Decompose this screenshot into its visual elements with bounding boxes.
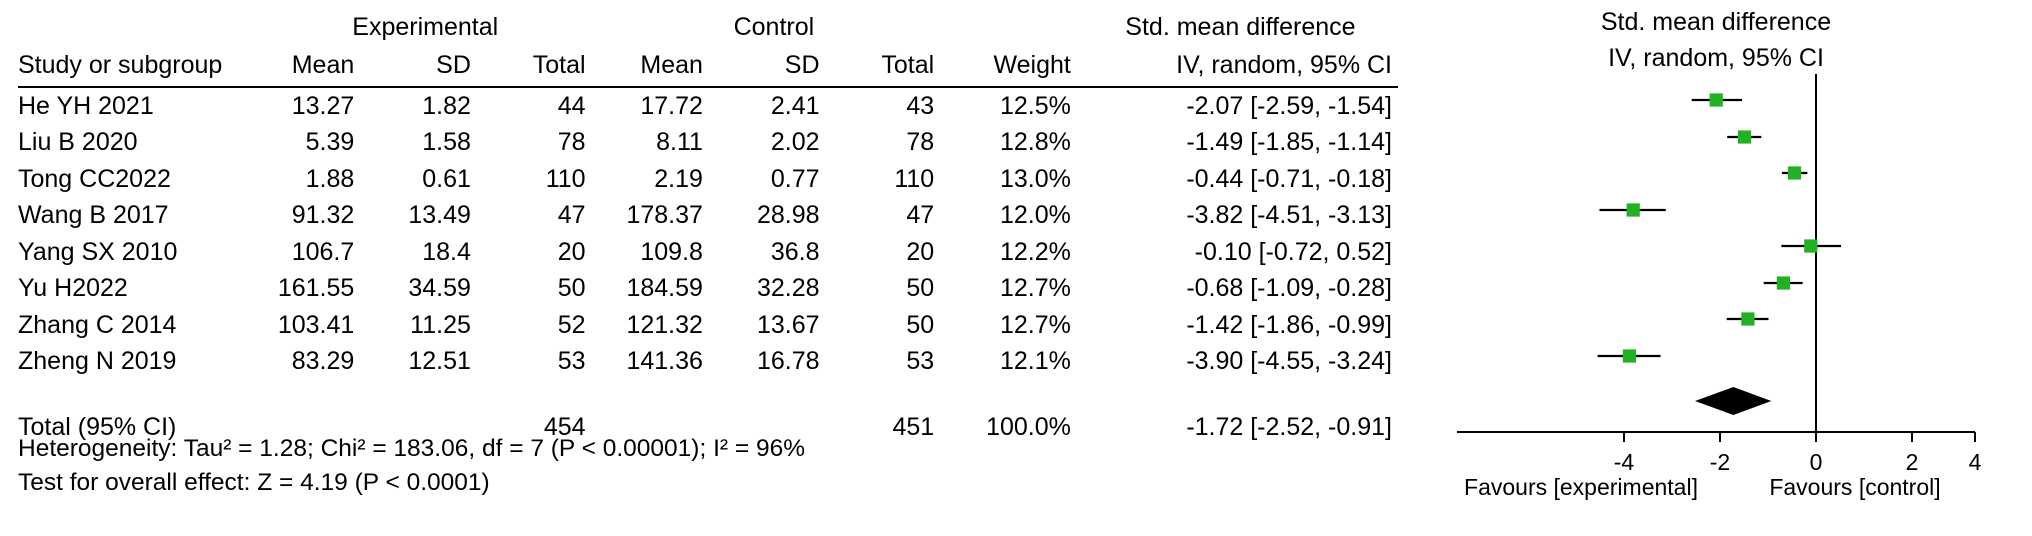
row-study-name: Liu B 2020 bbox=[18, 128, 138, 157]
row-exp-total: 110 bbox=[545, 164, 586, 193]
row-exp-total: 44 bbox=[557, 91, 586, 120]
total-exp-total: 454 bbox=[543, 412, 586, 441]
row-study-name: Zhang C 2014 bbox=[18, 310, 177, 339]
row-study-name: Yu H2022 bbox=[18, 274, 128, 303]
overall-effect-note: Test for overall effect: Z = 4.19 (P < 0.0001) bbox=[18, 469, 490, 496]
statistics-notes bbox=[18, 432, 805, 500]
row-ctl-mean: 121.32 bbox=[626, 310, 703, 339]
column-header-ctl-total: Total bbox=[881, 51, 935, 79]
row-exp-mean: 103.41 bbox=[277, 310, 355, 339]
row-weight: 12.0% bbox=[999, 201, 1071, 230]
row-weight: 12.1% bbox=[999, 347, 1071, 376]
group-header-blank bbox=[18, 8, 251, 42]
column-header-ctl-sd: SD bbox=[784, 51, 820, 79]
row-ctl-total: 43 bbox=[906, 91, 935, 120]
row-ctl-sd: 36.8 bbox=[770, 237, 820, 266]
row-ctl-total: 53 bbox=[906, 347, 935, 376]
row-ctl-mean: 109.8 bbox=[640, 237, 703, 266]
row-ctl-mean: 141.36 bbox=[626, 347, 703, 376]
row-exp-total: 53 bbox=[557, 347, 586, 376]
row-exp-sd: 18.4 bbox=[422, 237, 471, 266]
row-exp-total: 52 bbox=[557, 310, 586, 339]
table-spacer-row bbox=[18, 380, 1398, 406]
column-header-exp-mean: Mean bbox=[291, 51, 355, 79]
table-row bbox=[18, 271, 1398, 308]
x-tick-label-2: 2 bbox=[1905, 449, 1919, 475]
row-effect: -0.68 [-1.09, -0.28] bbox=[1186, 274, 1392, 303]
row-exp-mean: 83.29 bbox=[291, 347, 355, 376]
row-effect: -3.82 [-4.51, -3.13] bbox=[1186, 201, 1392, 230]
row-exp-mean: 91.32 bbox=[291, 201, 355, 230]
group-header-row bbox=[18, 8, 1398, 42]
table-spacer-cell bbox=[18, 380, 1398, 406]
row-exp-mean: 13.27 bbox=[291, 91, 355, 120]
row-ctl-sd: 13.67 bbox=[756, 310, 820, 339]
total-weight: 100.0% bbox=[986, 412, 1071, 441]
column-header-weight: Weight bbox=[993, 51, 1071, 79]
column-header-study: Study or subgroup bbox=[18, 51, 223, 79]
study-marker-row bbox=[1727, 312, 1769, 325]
x-tick-label-4: 4 bbox=[1968, 449, 1982, 475]
row-ctl-mean: 184.59 bbox=[626, 274, 703, 303]
heterogeneity-note: Heterogeneity: Tau² = 1.28; Chi² = 183.06, df = 7 (P < 0.00001); I² = 96% bbox=[18, 435, 806, 462]
study-marker-row bbox=[1764, 276, 1803, 289]
column-header-ctl-mean: Mean bbox=[640, 51, 703, 79]
total-effect: -1.72 [-2.52, -0.91] bbox=[1186, 412, 1392, 441]
results-table bbox=[18, 8, 1398, 448]
table-row bbox=[18, 307, 1398, 344]
row-effect: -0.10 [-0.72, 0.52] bbox=[1194, 237, 1392, 266]
forest-plot-svg bbox=[1400, 0, 2032, 536]
row-effect: -0.44 [-0.71, -0.18] bbox=[1186, 164, 1392, 193]
row-exp-total: 50 bbox=[557, 274, 586, 303]
row-ctl-total: 20 bbox=[906, 237, 935, 266]
row-exp-sd: 1.58 bbox=[422, 128, 471, 157]
row-ctl-sd: 32.28 bbox=[756, 274, 820, 303]
study-marker-row bbox=[1782, 166, 1808, 179]
header-rule-cell bbox=[18, 80, 1398, 87]
row-ctl-sd: 16.78 bbox=[756, 347, 820, 376]
row-ctl-mean: 178.37 bbox=[626, 201, 703, 230]
row-exp-mean: 5.39 bbox=[305, 128, 355, 157]
table-row bbox=[18, 161, 1398, 198]
row-ctl-total: 47 bbox=[906, 201, 935, 230]
row-ctl-sd: 2.02 bbox=[770, 128, 820, 157]
table-row bbox=[18, 198, 1398, 235]
column-header-exp-total: Total bbox=[532, 51, 586, 79]
row-exp-sd: 13.49 bbox=[408, 201, 471, 230]
favours-experimental-label: Favours [experimental] bbox=[1464, 474, 1698, 500]
x-tick-label-m2: -2 bbox=[1709, 449, 1731, 475]
row-exp-mean: 161.55 bbox=[277, 274, 355, 303]
group-header-weight-blank bbox=[948, 8, 1083, 42]
row-exp-sd: 34.59 bbox=[408, 274, 471, 303]
row-ctl-total: 50 bbox=[906, 274, 935, 303]
table-row bbox=[18, 344, 1398, 381]
row-exp-sd: 12.51 bbox=[408, 347, 471, 376]
plot-title-line2: IV, random, 95% CI bbox=[1608, 44, 1824, 72]
row-effect: -1.42 [-1.86, -0.99] bbox=[1186, 310, 1392, 339]
forest-plot-panel bbox=[1400, 0, 2032, 536]
row-ctl-total: 78 bbox=[906, 128, 935, 157]
column-header-row bbox=[18, 42, 1398, 80]
row-weight: 12.7% bbox=[999, 310, 1071, 339]
row-exp-sd: 0.61 bbox=[422, 164, 471, 193]
row-effect: -3.90 [-4.55, -3.24] bbox=[1186, 347, 1392, 376]
row-ctl-total: 50 bbox=[906, 310, 935, 339]
study-marker-row bbox=[1781, 239, 1841, 252]
row-ctl-sd: 0.77 bbox=[770, 164, 820, 193]
row-exp-mean: 106.7 bbox=[291, 237, 355, 266]
table-row bbox=[18, 234, 1398, 271]
row-study-name: Yang SX 2010 bbox=[18, 237, 178, 266]
row-ctl-mean: 17.72 bbox=[640, 91, 703, 120]
row-exp-total: 20 bbox=[557, 237, 586, 266]
x-tick-label-m4: -4 bbox=[1613, 449, 1635, 475]
row-weight: 12.5% bbox=[999, 91, 1071, 120]
row-effect: -2.07 [-2.59, -1.54] bbox=[1186, 91, 1392, 120]
row-ctl-sd: 28.98 bbox=[756, 201, 820, 230]
row-study-name: Wang B 2017 bbox=[18, 201, 169, 230]
row-exp-mean: 1.88 bbox=[305, 164, 355, 193]
group-header-experimental: Experimental bbox=[352, 13, 499, 41]
study-marker-row bbox=[1598, 349, 1661, 362]
row-weight: 13.0% bbox=[999, 164, 1071, 193]
column-header-exp-sd: SD bbox=[436, 51, 471, 79]
row-effect: -1.49 [-1.85, -1.14] bbox=[1186, 128, 1392, 157]
total-ctl-total: 451 bbox=[892, 412, 935, 441]
study-marker-row bbox=[1727, 130, 1761, 143]
row-ctl-total: 110 bbox=[894, 164, 935, 193]
row-exp-sd: 11.25 bbox=[410, 310, 471, 339]
header-rule bbox=[18, 80, 1398, 87]
row-ctl-mean: 8.11 bbox=[656, 128, 703, 157]
results-table-wrapper bbox=[18, 8, 1398, 448]
row-weight: 12.8% bbox=[999, 128, 1071, 157]
table-row bbox=[18, 125, 1398, 162]
column-header-effect-line2: IV, random, 95% CI bbox=[1176, 51, 1392, 79]
group-header-control: Control bbox=[733, 13, 815, 41]
favours-control-label: Favours [control] bbox=[1769, 474, 1941, 500]
row-ctl-mean: 2.19 bbox=[654, 164, 703, 193]
row-exp-total: 47 bbox=[557, 201, 586, 230]
x-tick-label-0: 0 bbox=[1809, 449, 1823, 475]
row-weight: 12.2% bbox=[999, 237, 1071, 266]
row-weight: 12.7% bbox=[999, 274, 1071, 303]
row-study-name: Zheng N 2019 bbox=[18, 347, 177, 376]
table-row bbox=[18, 87, 1398, 125]
plot-title-line1: Std. mean difference bbox=[1600, 8, 1832, 36]
row-study-name: He YH 2021 bbox=[18, 91, 154, 120]
group-header-effect-line1: Std. mean difference bbox=[1125, 13, 1356, 41]
row-ctl-sd: 2.41 bbox=[770, 91, 820, 120]
row-study-name: Tong CC2022 bbox=[18, 164, 171, 193]
pooled-diamond bbox=[1695, 387, 1771, 415]
study-marker-row bbox=[1692, 93, 1742, 106]
study-marker-row bbox=[1600, 203, 1666, 216]
total-label: Total (95% CI) bbox=[18, 412, 177, 441]
row-exp-sd: 1.82 bbox=[422, 91, 471, 120]
row-exp-total: 78 bbox=[557, 128, 586, 157]
